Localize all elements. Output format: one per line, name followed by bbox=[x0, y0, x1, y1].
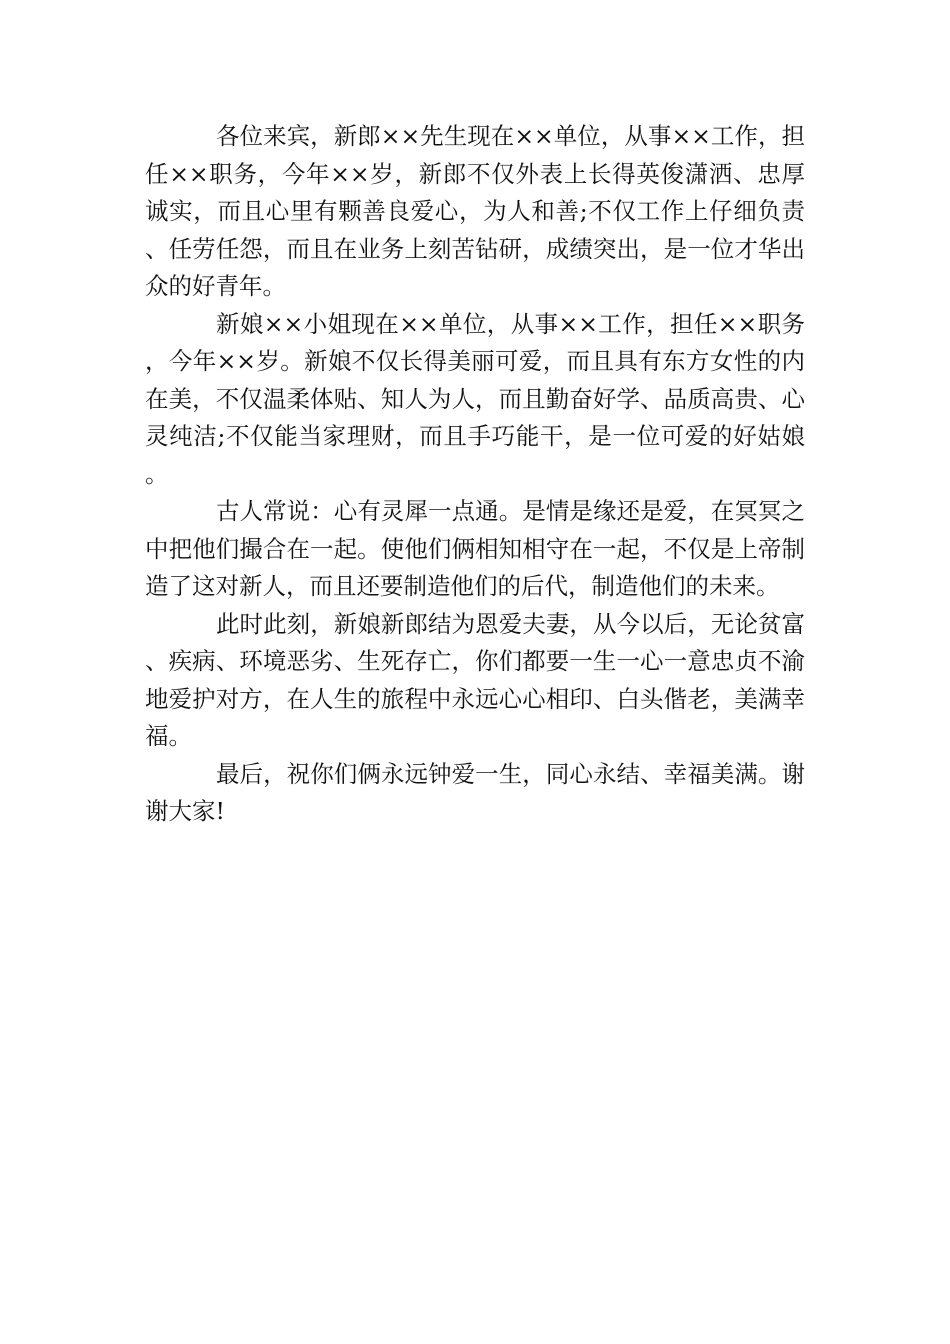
speech-body bbox=[145, 118, 805, 831]
paragraph-bride-intro: 新娘××小姐现在××单位，从事××工作，担任××职务，今年××岁。新娘不仅长得美丽可爱，而且具有东方女性的内在美，不仅温柔体贴、知人为人，而且勤奋好学、品质高贵、心灵纯洁;不仅能当家理财，而且手巧能干，是一位可爱的好姑娘。 bbox=[145, 309, 805, 488]
paragraph-groom-intro: 各位来宾，新郎××先生现在××单位，从事××工作，担任××职务，今年××岁，新郎不仅外表上长得英俊潇洒、忠厚诚实，而且心里有颗善良爱心，为人和善;不仅工作上仔细负责、任劳任怨，而且在业务上刻苦钻研，成绩突出，是一位才华出众的好青年。 bbox=[145, 122, 805, 300]
paragraph-closing: 最后，祝你们俩永远钟爱一生，同心永结、幸福美满。谢谢大家! bbox=[145, 759, 805, 825]
paragraph-vows: 此时此刻，新娘新郎结为恩爱夫妻，从今以后，无论贫富、疾病、环境恶劣、生死存亡，你们都要一生一心一意忠贞不渝地爱护对方，在人生的旅程中永远心心相印、白头偕老，美满幸福。 bbox=[145, 609, 805, 750]
paragraph-destiny: 古人常说：心有灵犀一点通。是情是缘还是爱，在冥冥之中把他们撮合在一起。使他们俩相知相守在一起，不仅是上帝制造了这对新人，而且还要制造他们的后代，制造他们的未来。 bbox=[145, 497, 805, 600]
